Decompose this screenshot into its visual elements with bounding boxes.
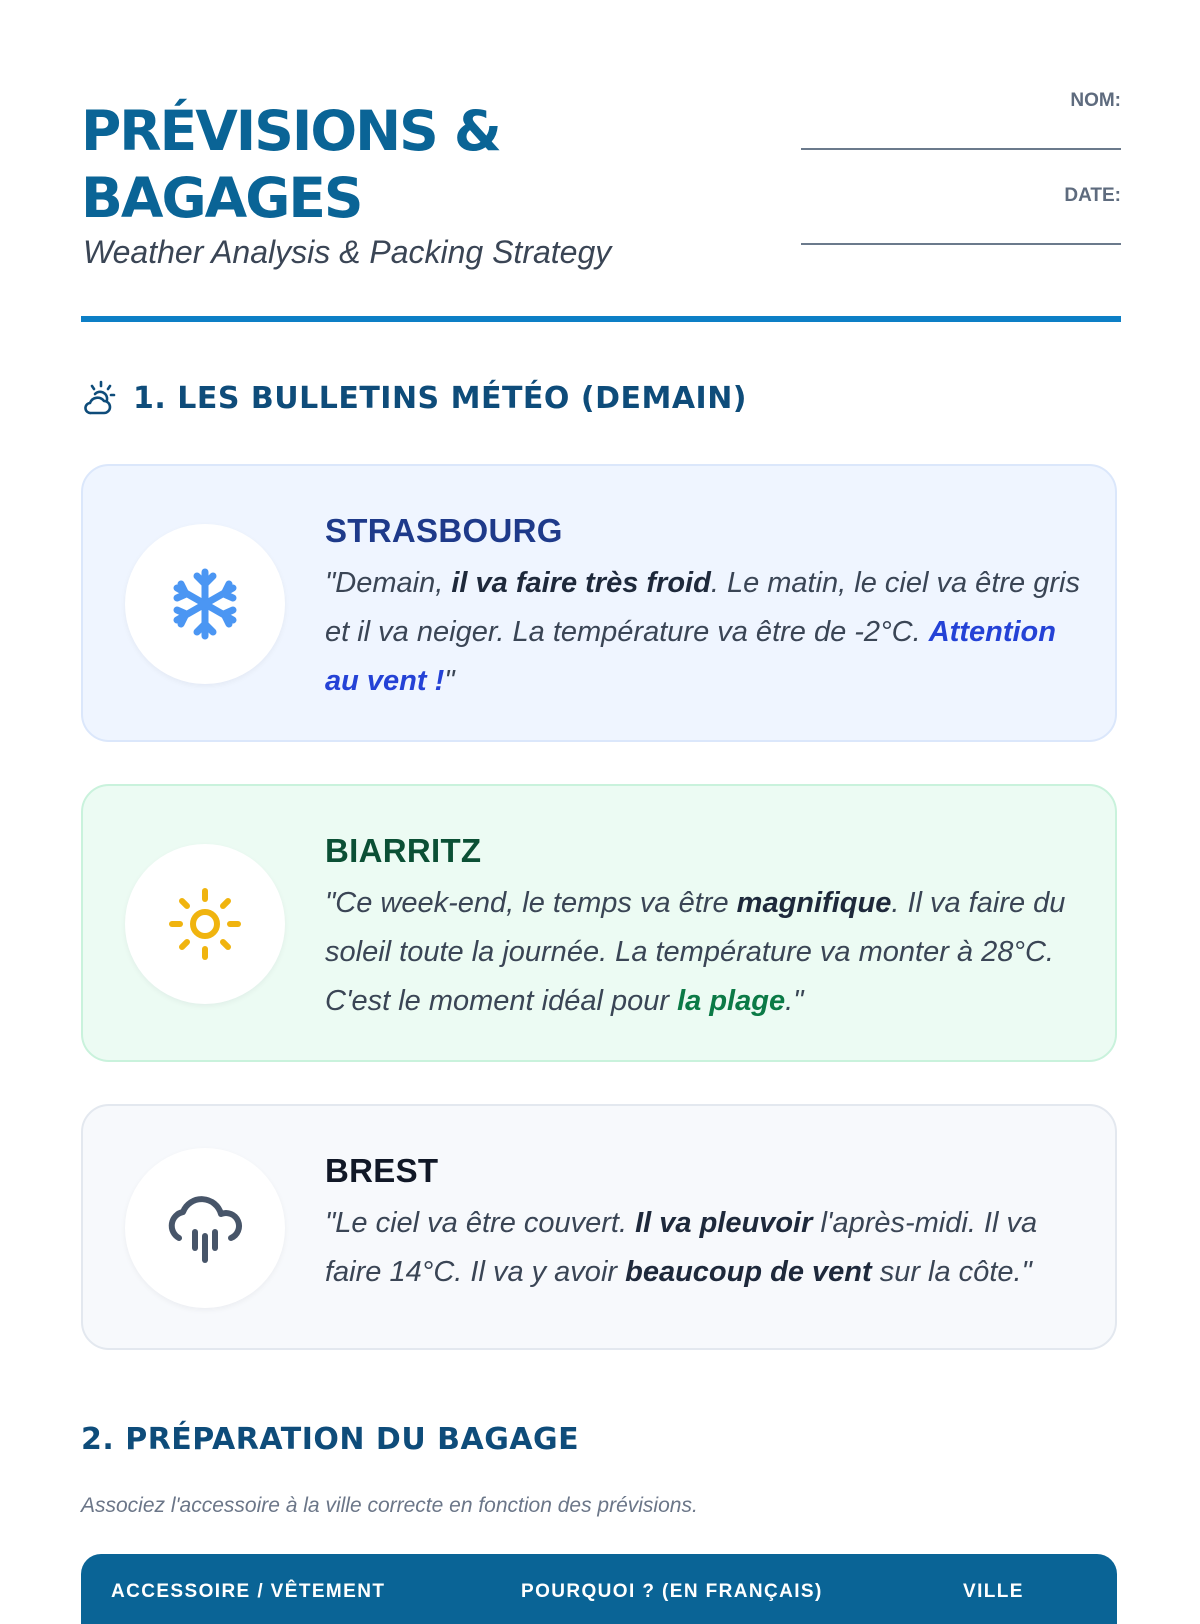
title-line-1: PRÉVISIONS & [81,99,500,163]
bulletin-text [325,1199,1085,1297]
section-1-heading [81,380,747,416]
bulletin-text-bold: magnifique [736,887,892,919]
city-name: BREST [325,1152,439,1189]
column-header-item: ACCESSOIRE / VÊTEMENT [111,1581,386,1602]
bulletin-text-bold: beaucoup de vent [625,1256,872,1288]
bulletin-text-part: ." [785,985,804,1017]
name-label: NOM: [1070,90,1121,111]
name-field[interactable] [801,148,1121,150]
rain-cloud-icon [165,1188,245,1268]
sun-behind-cloud-icon [81,380,117,416]
bulletin-text-part: l'après-midi. Il va faire 14°C. Il va y avoir [325,1207,1038,1288]
bulletin-text-bold: Il va pleuvoir [635,1207,813,1239]
bulletin-text-bold: il va faire très froid [451,567,711,599]
bulletin-text-part: "Le ciel va être couvert. [325,1207,636,1239]
icon-circle [125,844,285,1004]
student-fields [801,90,1121,280]
date-field[interactable] [801,243,1121,245]
bulletin-text-highlight: Attention au vent ! [325,616,1056,697]
bulletin-text-part: "Ce week-end, le temps va être [325,887,737,919]
header [81,0,1121,330]
bulletin-card-biarritz [81,784,1117,1062]
packing-table-header [81,1554,1117,1624]
column-header-reason: POURQUOI ? (EN FRANÇAIS) [521,1581,823,1602]
icon-circle [125,524,285,684]
sun-icon [167,886,243,962]
section-2-instructions: Associez l'accessoire à la ville correcte en fonction des prévisions. [81,1494,698,1517]
bulletin-text-part: sur la côte." [871,1256,1032,1288]
page-title [81,98,500,232]
bulletin-text [325,559,1085,706]
column-header-city: VILLE [963,1581,1024,1602]
city-name: BIARRITZ [325,832,482,869]
bulletin-text [325,879,1085,1026]
date-label: DATE: [1064,185,1121,206]
bulletin-card-strasbourg [81,464,1117,742]
bulletin-text-highlight: la plage [677,985,786,1017]
section-1-title: 1. LES BULLETINS MÉTÉO (DEMAIN) [133,380,748,416]
bulletin-text-part: . Le matin, le ciel va être gris et il va neiger. La température va être de -2°C. [325,567,1080,648]
bulletin-text-part: . Il va faire du soleil toute la journée. La température va monter à 28°C. C'est le moment idéal pour [325,887,1066,1017]
city-name: STRASBOURG [325,512,563,549]
section-2-title: 2. PRÉPARATION DU BAGAGE [81,1422,580,1457]
page-subtitle: Weather Analysis & Packing Strategy [83,234,612,270]
bulletin-text-part: "Demain, [325,567,452,599]
worksheet-page [81,0,1121,1602]
snowflake-icon [167,566,243,642]
header-divider [81,316,1121,322]
title-line-2: BAGAGES [81,166,362,230]
icon-circle [125,1148,285,1308]
bulletin-text-part: " [444,665,455,697]
bulletin-card-brest [81,1104,1117,1350]
